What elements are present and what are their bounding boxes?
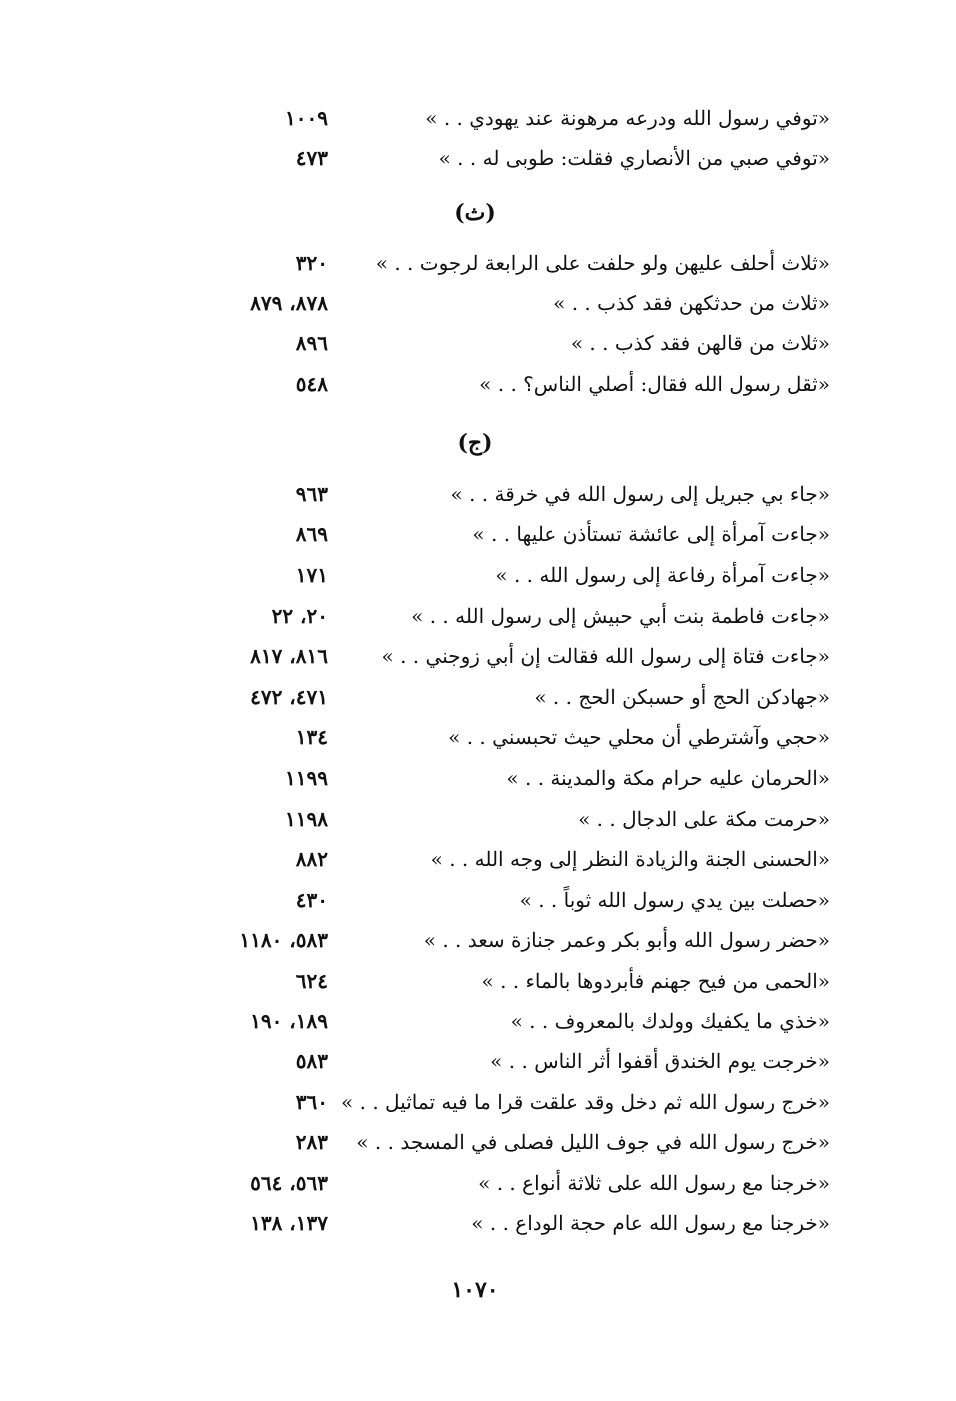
index-entry <box>190 1001 830 1041</box>
page-references: ٥٤٨ <box>295 372 328 396</box>
index-entry <box>190 1122 830 1162</box>
hadith-phrase: «الحرمان عليه حرام مكة والمدينة . . » <box>506 766 830 790</box>
page-references: ٨٦٩ <box>295 522 328 546</box>
hadith-phrase: «خرج رسول الله ثم دخل وقد علقت قرا ما فيه تماثيل . . » <box>341 1090 830 1114</box>
index-entry <box>190 138 830 178</box>
index-entry <box>190 677 830 717</box>
page-references: ٨١٦، ٨١٧ <box>250 644 328 668</box>
index-entry <box>190 839 830 879</box>
index-entry <box>190 636 830 676</box>
hadith-phrase: «جاءت آمرأة رفاعة إلى رسول الله . . » <box>495 563 830 587</box>
hadith-phrase: «توفي صبي من الأنصاري فقلت: طوبى له . . » <box>438 146 830 170</box>
page-references: ٨٩٦ <box>295 331 328 355</box>
hadith-phrase: «حضر رسول الله وأبو بكر وعمر جنازة سعد . . » <box>423 928 830 952</box>
hadith-phrase: «ثلاث من قالهن فقد كذب . . » <box>570 331 830 355</box>
hadith-phrase: «جاءت فاطمة بنت أبي حبيش إلى رسول الله . . » <box>411 604 830 628</box>
index-entry <box>190 596 830 636</box>
page-references: ٣٢٠ <box>295 251 328 275</box>
page-references: ٥٨٣ <box>295 1049 328 1073</box>
page-references: ١٣٤ <box>295 725 328 749</box>
index-entry <box>190 920 830 960</box>
page-references: ٥٦٣، ٥٦٤ <box>250 1171 328 1195</box>
hadith-phrase: «ثقل رسول الله فقال: أصلي الناس؟ . . » <box>479 372 830 396</box>
page-references: ١١٩٨ <box>285 807 328 831</box>
hadith-phrase: «جاءت فتاة إلى رسول الله فقالت إن أبي زوجني . . » <box>381 644 830 668</box>
index-entry <box>190 514 830 554</box>
page-references: ٦٢٤ <box>295 969 328 993</box>
page-references: ٨٧٨، ٨٧٩ <box>250 291 328 315</box>
hadith-phrase: «حجي وآشترطي أن محلي حيث تحبسني . . » <box>448 725 830 749</box>
hadith-phrase: «حصلت بين يدي رسول الله ثوباً . . » <box>519 888 830 912</box>
hadith-phrase: «ثلاث أحلف عليهن ولو حلفت على الرابعة لرجوت . . » <box>375 251 830 275</box>
index-entry <box>190 364 830 404</box>
page-references: ٥٨٣، ١١٨٠ <box>239 928 328 952</box>
page-references: ٩٦٣ <box>295 482 328 506</box>
index-entry <box>190 243 830 283</box>
hadith-phrase: «خرجنا مع رسول الله على ثلاثة أنواع . . » <box>478 1171 830 1195</box>
page-references: ١٧١ <box>295 563 328 587</box>
page-references: ١٠٠٩ <box>285 106 328 130</box>
hadith-phrase: «حرمت مكة على الدجال . . » <box>578 807 830 831</box>
page-references: ٤٣٠ <box>295 888 328 912</box>
section-heading-jim: (ج) <box>457 430 493 456</box>
page-references: ٢٨٣ <box>295 1130 328 1154</box>
hadith-phrase: «ثلاث من حدثكهن فقد كذب . . » <box>553 291 830 315</box>
index-entry <box>190 1041 830 1081</box>
hadith-phrase: «الحسنى الجنة والزيادة النظر إلى وجه الله . . » <box>430 847 830 871</box>
index-entry <box>190 323 830 363</box>
index-entry <box>190 799 830 839</box>
index-entry <box>190 474 830 514</box>
section-heading-tha: (ث) <box>454 200 496 226</box>
index-entry <box>190 961 830 1001</box>
index-entry <box>190 1203 830 1243</box>
index-entry <box>190 1082 830 1122</box>
page-references: ١٨٩، ١٩٠ <box>250 1009 328 1033</box>
page-references: ٣٦٠ <box>295 1090 328 1114</box>
page-references: ٤٧٣ <box>295 146 328 170</box>
index-entry <box>190 283 830 323</box>
page-references: ٤٧١، ٤٧٢ <box>250 685 328 709</box>
hadith-phrase: «جاء بي جبريل إلى رسول الله في خرقة . . » <box>450 482 830 506</box>
page-references: ٨٨٢ <box>295 847 328 871</box>
page-number: ١٠٧٠ <box>451 1277 499 1303</box>
index-entry <box>190 758 830 798</box>
page-references: ٢٠، ٢٢ <box>271 604 328 628</box>
hadith-phrase: «خذي ما يكفيك وولدك بالمعروف . . » <box>510 1009 830 1033</box>
hadith-phrase: «خرج رسول الله في جوف الليل فصلى في المسجد . . » <box>356 1130 830 1154</box>
index-entry <box>190 98 830 138</box>
page-references: ١١٩٩ <box>285 766 328 790</box>
index-entry <box>190 555 830 595</box>
index-entry <box>190 717 830 757</box>
index-entry <box>190 880 830 920</box>
page-references: ١٣٧، ١٣٨ <box>250 1211 328 1235</box>
hadith-phrase: «جهادكن الحج أو حسبكن الحج . . » <box>534 685 830 709</box>
hadith-phrase: «خرجنا مع رسول الله عام حجة الوداع . . » <box>471 1211 830 1235</box>
hadith-phrase: «خرجت يوم الخندق أقفوا أثر الناس . . » <box>490 1049 830 1073</box>
hadith-phrase: «توفي رسول الله ودرعه مرهونة عند يهودي . . » <box>425 106 830 130</box>
index-entry <box>190 1163 830 1203</box>
hadith-phrase: «الحمى من فيح جهنم فأبردوها بالماء . . » <box>481 969 830 993</box>
hadith-phrase: «جاءت آمرأة إلى عائشة تستأذن عليها . . » <box>472 522 830 546</box>
